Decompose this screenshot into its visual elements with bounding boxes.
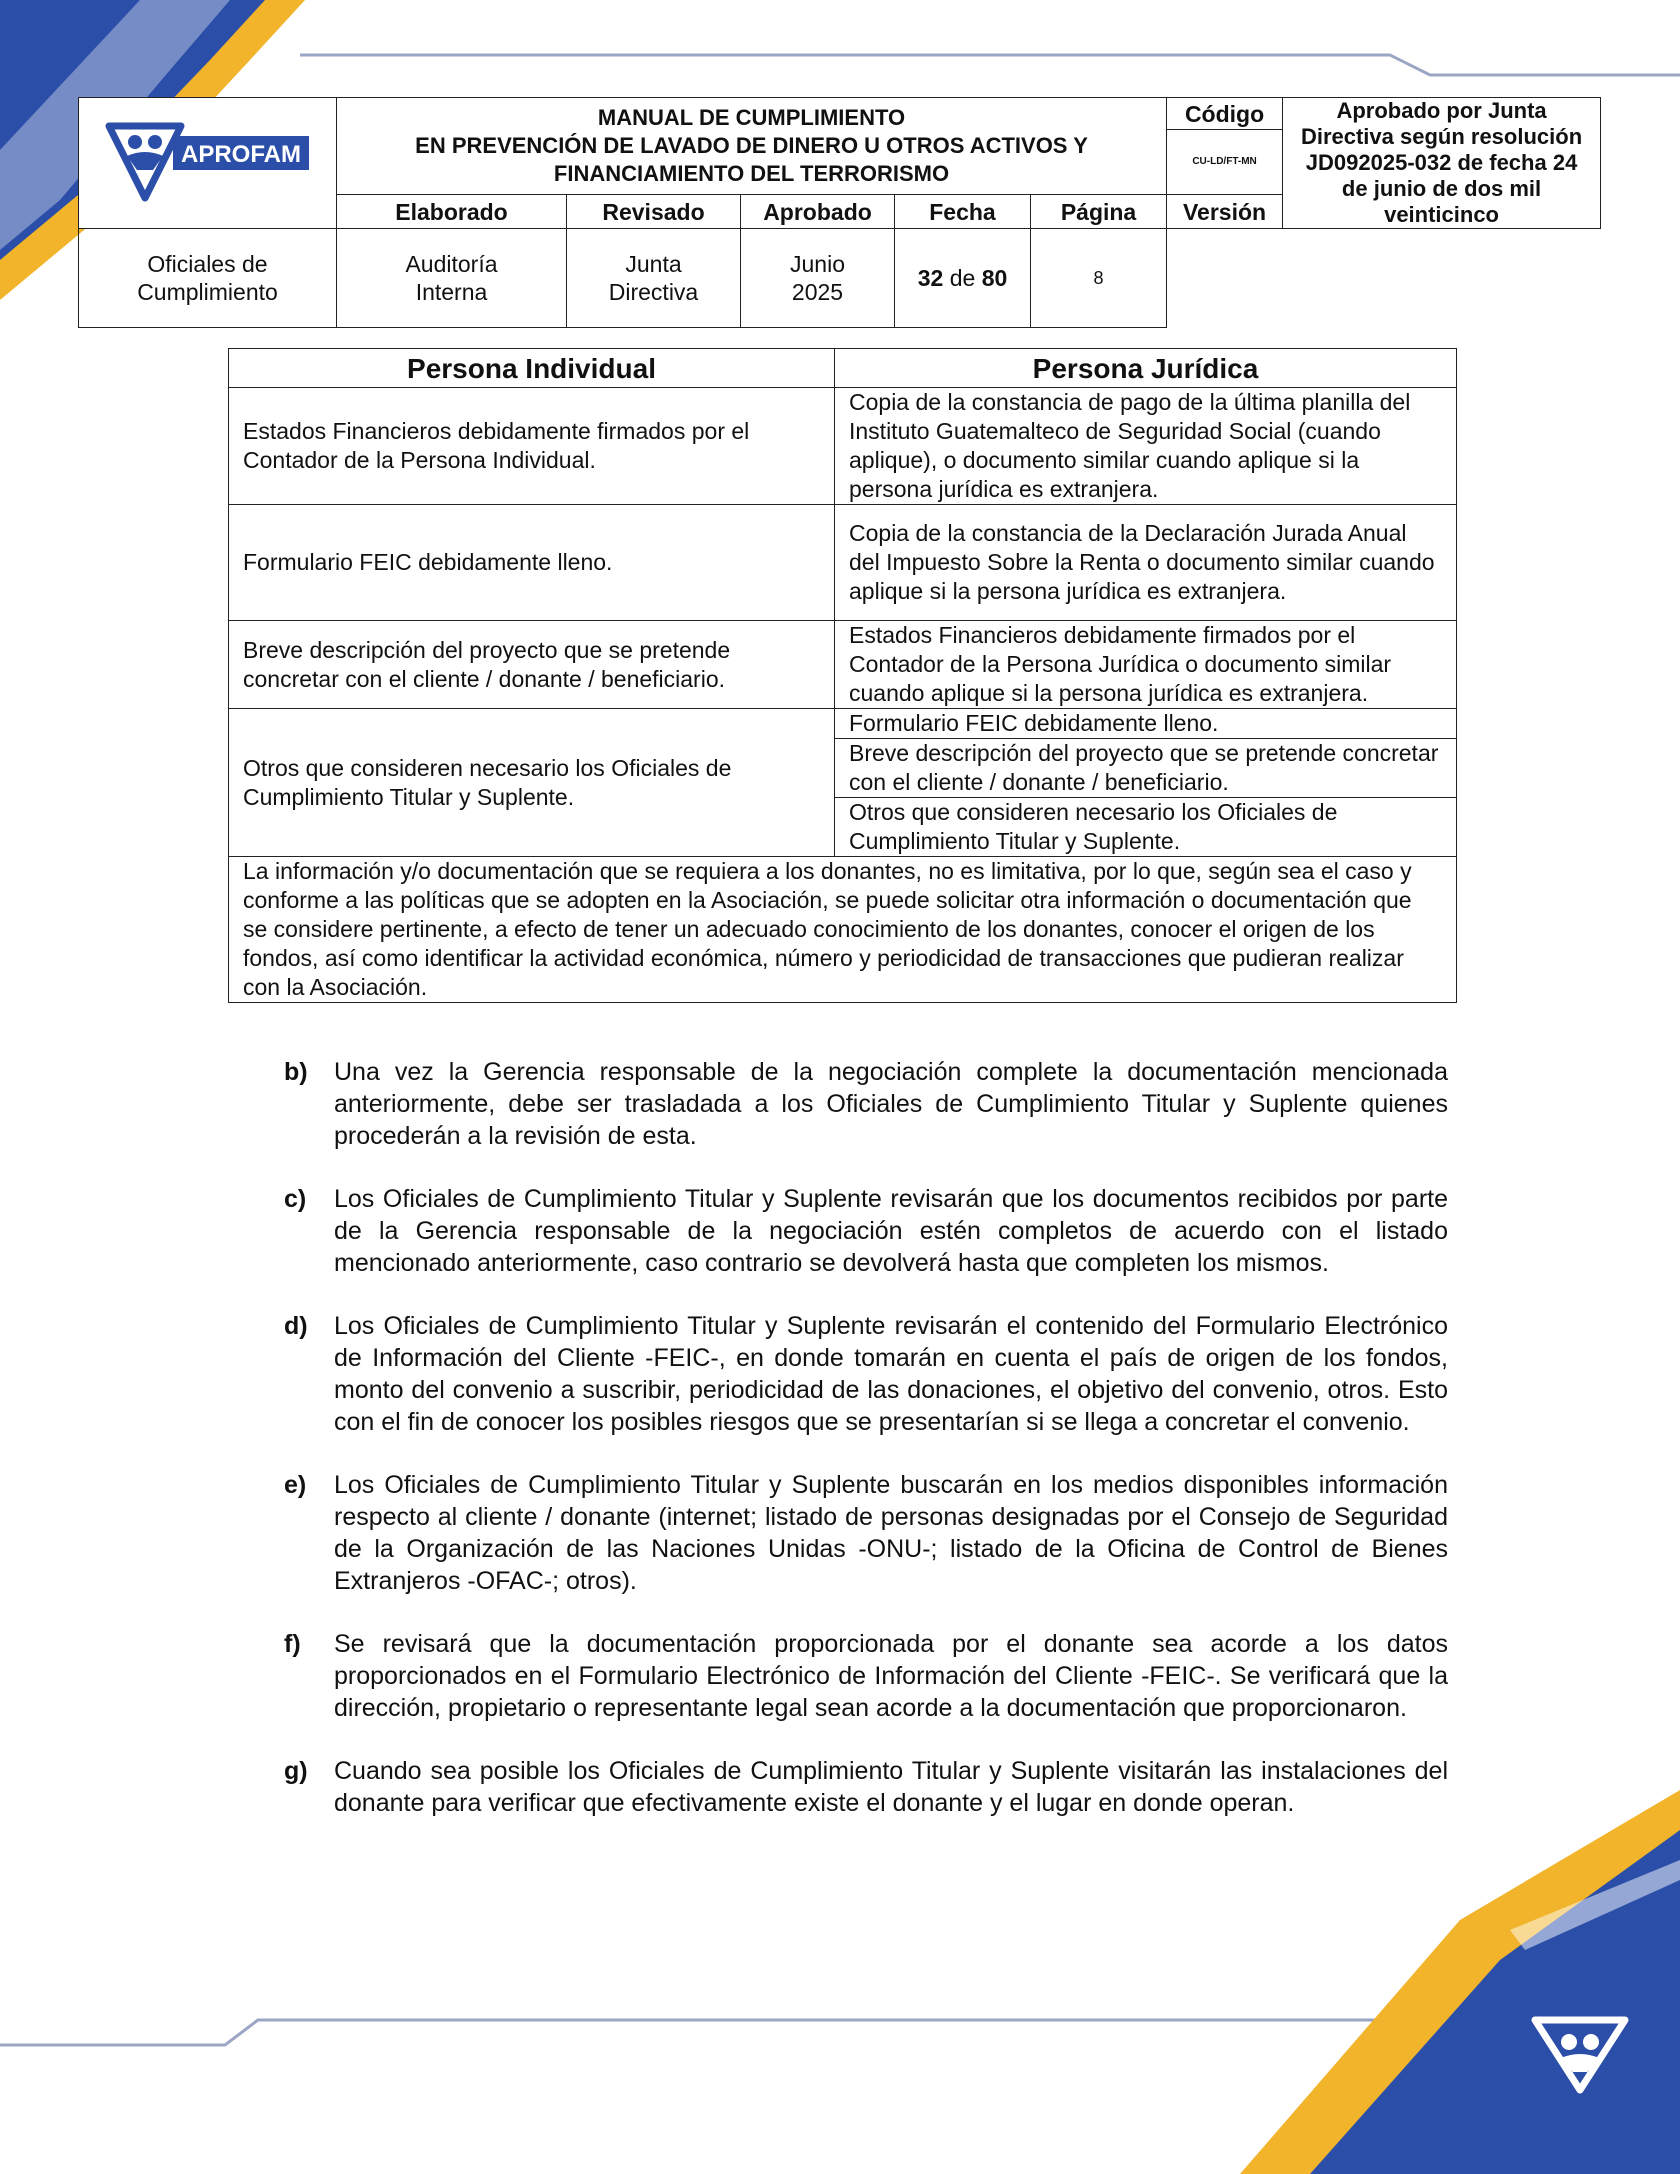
label-aprobado: Aprobado — [741, 195, 895, 229]
approval-note: Aprobado por Junta Directiva según resolución JD092025-032 de fecha 24 de junio de dos mil veinticinco — [1283, 98, 1601, 229]
item-letter: d) — [284, 1312, 308, 1340]
svg-text:APROFAM: APROFAM — [180, 141, 301, 168]
document-header — [78, 97, 1601, 328]
list-item — [284, 1183, 1448, 1279]
item-text: Los Oficiales de Cumplimiento Titular y Suplente revisarán que los documentos recibidos por parte de la Gerencia responsable de la negociación estén completos de acuerdo con el listado mencionado anteriormente, caso contrario se devolverá hasta que completen los mismos. — [334, 1185, 1448, 1277]
juridica-item: Estados Financieros debidamente firmados por el Contador de la Persona Jurídica o documento similar cuando aplique si la persona jurídica es extranjera. — [835, 621, 1457, 709]
juridica-item: Formulario FEIC debidamente lleno. — [835, 709, 1457, 739]
item-letter: g) — [284, 1757, 308, 1785]
top-divider-line — [300, 55, 1680, 75]
label-revisado: Revisado — [567, 195, 741, 229]
label-pagina: Página — [1031, 195, 1167, 229]
col-header-juridica: Persona Jurídica — [835, 349, 1457, 388]
juridica-item: Copia de la constancia de la Declaración Jurada Anual del Impuesto Sobre la Renta o documento similar cuando aplique si la persona jurídica es extranjera. — [835, 505, 1457, 621]
list-item — [284, 1469, 1448, 1597]
list-item — [284, 1310, 1448, 1438]
table-note: La información y/o documentación que se requiera a los donantes, no es limitativa, por lo que, según sea el caso y conforme a las políticas que se adopten en la Asociación, se puede solicitar otra información o documentación que se considere pertinente, a efecto de tener un adecuado conocimiento de los donantes, conocer el origen de los fondos, así como identificar la actividad económica, número y periodicidad de transacciones que pudieran realizar con la Asociación. — [229, 857, 1457, 1003]
aprofam-logo — [103, 112, 313, 208]
logo-cell — [79, 98, 337, 229]
list-item — [284, 1755, 1448, 1819]
value-fecha: Junio 2025 — [741, 229, 895, 328]
codigo-label: Código — [1167, 98, 1283, 130]
list-item — [284, 1056, 1448, 1152]
procedure-list — [284, 1056, 1448, 1850]
label-version: Versión — [1167, 195, 1283, 229]
individual-item: Formulario FEIC debidamente lleno. — [229, 505, 835, 621]
value-elaborado: Oficiales de Cumplimiento — [79, 229, 337, 328]
item-letter: e) — [284, 1471, 307, 1499]
individual-item: Estados Financieros debidamente firmados por el Contador de la Persona Individual. — [229, 388, 835, 505]
label-elaborado: Elaborado — [337, 195, 567, 229]
item-letter: f) — [284, 1630, 301, 1658]
item-text: Una vez la Gerencia responsable de la negociación complete la documentación mencionada anteriormente, debe ser trasladada a los Oficiales de Cumplimiento Titular y Suplente quienes procederán a la revisión de esta. — [334, 1058, 1448, 1150]
item-text: Se revisará que la documentación proporcionada por el donante sea acorde a los datos proporcionados en el Formulario Electrónico de Información del Cliente -FEIC-. Se verificará que la dirección, propietario o representante legal sean acorde a la documentación que proporcionaron. — [334, 1630, 1448, 1722]
juridica-item: Copia de la constancia de pago de la última planilla del Instituto Guatemalteco de Seguridad Social (cuando aplique), o documento similar cuando aplique si la persona jurídica es extranjera. — [835, 388, 1457, 505]
col-header-individual: Persona Individual — [229, 349, 835, 388]
bottom-divider-line — [0, 2020, 1470, 2045]
item-letter: c) — [284, 1185, 307, 1213]
label-fecha: Fecha — [895, 195, 1031, 229]
individual-item: Breve descripción del proyecto que se pretende concretar con el cliente / donante / beneficiario. — [229, 621, 835, 709]
title-line-2: EN PREVENCIÓN DE LAVADO DE DINERO U OTROS ACTIVOS Y — [415, 133, 1088, 159]
item-letter: b) — [284, 1058, 308, 1086]
juridica-item: Breve descripción del proyecto que se pretende concretar con el cliente / donante / beneficiario. — [835, 739, 1457, 798]
document-title-cell — [337, 98, 1167, 195]
list-item — [284, 1628, 1448, 1724]
item-text: Los Oficiales de Cumplimiento Titular y Suplente revisarán el contenido del Formulario Electrónico de Información del Cliente -FEIC-, en donde tomarán en cuenta el país de origen de los fondos, monto del convenio a suscribir, periodicidad de las donaciones, el objetivo del convenio, otros. Esto con el fin de conocer los posibles riesgos que se presentarían si se llega a concretar el convenio. — [334, 1312, 1448, 1436]
title-line-1: MANUAL DE CUMPLIMIENTO — [597, 105, 906, 131]
value-revisado: Auditoría Interna — [337, 229, 567, 328]
item-text: Cuando sea posible los Oficiales de Cumplimiento Titular y Suplente visitarán las instalaciones del donante para verificar que efectivamente existe el donante y el lugar en donde operan. — [334, 1757, 1448, 1817]
corner-bottom-right-blue — [1310, 1830, 1680, 2174]
individual-item: Otros que consideren necesario los Oficiales de Cumplimiento Titular y Suplente. — [229, 709, 835, 857]
title-line-3: FINANCIAMIENTO DEL TERRORISMO — [553, 161, 950, 187]
value-version: 8 — [1031, 229, 1167, 328]
value-pagina: 32 de 80 — [895, 229, 1031, 328]
requirements-table — [228, 348, 1457, 1003]
value-aprobado: Junta Directiva — [567, 229, 741, 328]
item-text: Los Oficiales de Cumplimiento Titular y Suplente buscarán en los medios disponibles información respecto al cliente / donante (internet; listado de personas designadas por el Consejo de Seguridad de la Organización de las Naciones Unidas -ONU-; listado de la Oficina de Control de Bienes Extranjeros -OFAC-; otros). — [334, 1471, 1448, 1595]
codigo-value: CU-LD/FT-MN — [1167, 130, 1283, 195]
juridica-item: Otros que consideren necesario los Oficiales de Cumplimiento Titular y Suplente. — [835, 798, 1457, 857]
